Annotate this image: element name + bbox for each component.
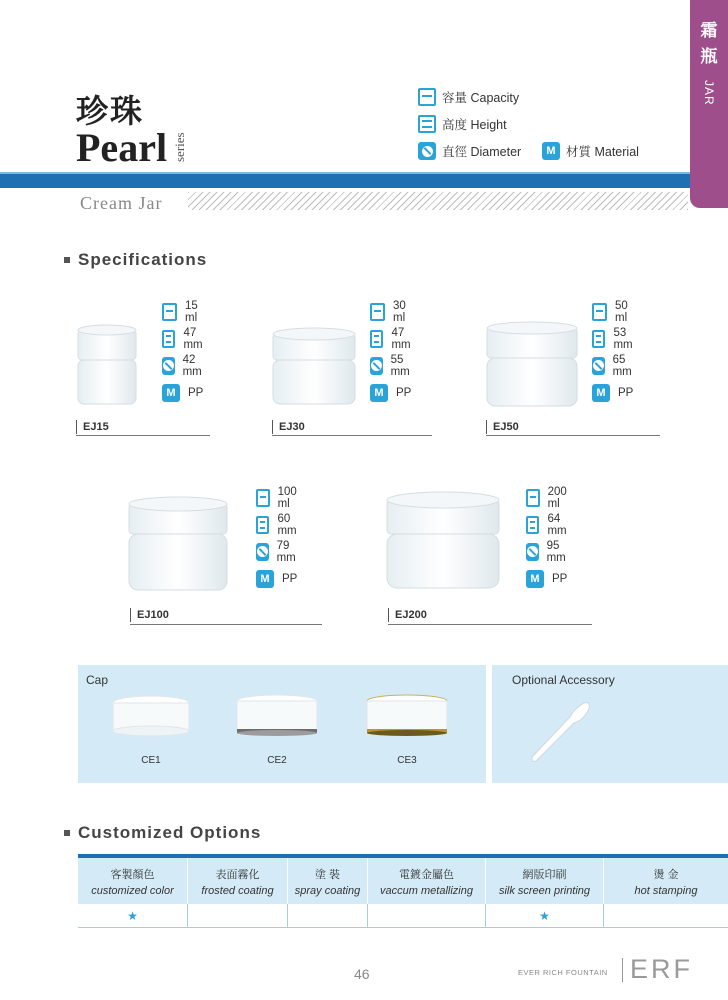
option-availability xyxy=(188,904,288,927)
cap-ce3 xyxy=(364,693,450,773)
jar-ej30-image xyxy=(270,326,358,410)
product-underline xyxy=(486,435,660,436)
header-band xyxy=(0,174,690,188)
cap-ce1 xyxy=(110,693,192,773)
diameter-icon xyxy=(370,357,383,375)
page-number: 46 xyxy=(354,966,370,982)
capacity-value: 30 ml xyxy=(393,299,406,324)
capacity-value: 50 ml xyxy=(615,299,628,324)
option-cjk: 網版印刷 xyxy=(522,868,567,881)
capacity-icon xyxy=(370,303,385,321)
product-underline xyxy=(388,624,592,625)
product-underline xyxy=(130,624,322,625)
capacity-value: 15 ml xyxy=(185,299,198,324)
category-tab-latin: JAR xyxy=(702,80,716,106)
option-en: spray coating xyxy=(294,884,361,897)
material-icon: M xyxy=(542,142,560,160)
diameter-value: 95 mm xyxy=(546,539,566,564)
series-label: series xyxy=(172,132,187,162)
option-availability xyxy=(604,904,728,927)
height-value: 47 mm xyxy=(183,326,203,351)
brand-name: EVER RICH FOUNTAIN xyxy=(518,968,608,977)
category-tab-cjk-2: 瓶 xyxy=(700,47,718,67)
bullet-square-icon xyxy=(64,830,70,836)
material-value: PP xyxy=(618,386,634,399)
capacity-icon xyxy=(256,489,270,507)
product-code: EJ15 xyxy=(76,420,109,434)
height-icon xyxy=(592,330,605,348)
category-tab xyxy=(690,0,728,208)
jar-ej200-image xyxy=(384,490,502,594)
customized-title: Customized Options xyxy=(78,823,262,842)
material-icon: M xyxy=(370,384,388,402)
hatch-divider xyxy=(188,192,688,210)
option-availability: ★ xyxy=(78,904,188,927)
material-icon: M xyxy=(592,384,610,402)
cap-ce3-label: CE3 xyxy=(397,755,417,766)
capacity-icon xyxy=(592,303,607,321)
material-icon: M xyxy=(256,570,274,588)
diameter-value: 42 mm xyxy=(182,353,202,378)
diameter-value: 79 mm xyxy=(276,539,296,564)
accessory-panel xyxy=(492,665,728,783)
jar-ej50-image xyxy=(484,320,580,412)
option-cjk: 燙 金 xyxy=(653,868,679,881)
height-value: 47 mm xyxy=(391,326,411,351)
option-header xyxy=(188,858,288,904)
diameter-icon xyxy=(162,357,175,375)
spatula-image xyxy=(526,695,596,765)
customized-heading xyxy=(64,823,261,843)
legend-material xyxy=(542,142,639,160)
capacity-value: 200 ml xyxy=(547,485,567,510)
product-code: EJ200 xyxy=(388,608,427,622)
material-icon: M xyxy=(526,570,544,588)
diameter-value: 65 mm xyxy=(612,353,632,378)
height-icon xyxy=(418,115,436,133)
option-en: customized color xyxy=(91,884,174,897)
option-header xyxy=(288,858,368,904)
option-header xyxy=(368,858,486,904)
cap-ce2 xyxy=(234,693,320,773)
option-en: silk screen printing xyxy=(498,884,591,897)
material-icon: M xyxy=(162,384,180,402)
title-cjk: 珍珠 xyxy=(76,92,145,130)
height-icon xyxy=(526,516,539,534)
material-value: PP xyxy=(282,572,298,585)
option-cjk: 表面霧化 xyxy=(215,868,260,881)
brand-logo: ERF xyxy=(630,954,693,984)
legend-diameter-label: 直徑 Diameter xyxy=(442,145,522,159)
material-value: PP xyxy=(396,386,412,399)
cap-panel xyxy=(78,665,486,783)
height-value: 60 mm xyxy=(277,512,297,537)
brand-divider xyxy=(622,958,623,982)
title-en: Pearl xyxy=(76,125,168,170)
specifications-heading xyxy=(64,250,207,270)
material-value: PP xyxy=(552,572,568,585)
height-icon xyxy=(370,330,383,348)
product-code: EJ30 xyxy=(272,420,305,434)
option-availability xyxy=(288,904,368,927)
option-header xyxy=(486,858,604,904)
jar-ej100-image xyxy=(126,496,230,596)
product-underline xyxy=(272,435,432,436)
product-code: EJ50 xyxy=(486,420,519,434)
legend-diameter xyxy=(418,142,521,160)
option-cjk: 電鍍金屬色 xyxy=(399,868,454,881)
height-icon xyxy=(256,516,269,534)
specifications-title: Specifications xyxy=(78,250,208,269)
cap-ce2-image xyxy=(234,693,320,743)
height-value: 53 mm xyxy=(613,326,633,351)
cap-ce2-label: CE2 xyxy=(267,755,287,766)
options-header-row xyxy=(78,858,728,904)
product-code: EJ100 xyxy=(130,608,169,622)
option-cjk: 客製顏色 xyxy=(110,868,155,881)
product-underline xyxy=(76,435,210,436)
capacity-value: 100 ml xyxy=(277,485,297,510)
legend-height xyxy=(418,115,507,133)
cap-panel-label: Cap xyxy=(86,673,109,687)
legend-capacity xyxy=(418,88,519,106)
jar-ej15-image xyxy=(74,322,140,412)
legend-height-label: 高度 Height xyxy=(442,118,507,132)
cap-ce3-image xyxy=(364,693,450,743)
option-en: frosted coating xyxy=(201,884,274,897)
diameter-icon xyxy=(592,357,605,375)
options-table xyxy=(78,854,728,928)
height-value: 64 mm xyxy=(547,512,567,537)
material-value: PP xyxy=(188,386,204,399)
capacity-icon xyxy=(162,303,177,321)
bullet-square-icon xyxy=(64,257,70,263)
option-en: vaccum metallizing xyxy=(380,884,473,897)
diameter-icon xyxy=(418,142,436,160)
legend-material-label: 材質 Material xyxy=(566,145,639,159)
diameter-icon xyxy=(526,543,539,561)
option-cjk: 塗 裝 xyxy=(314,868,341,881)
capacity-icon xyxy=(526,489,540,507)
legend-capacity-label: 容量 Capacity xyxy=(442,91,520,105)
product-subtitle: Cream Jar xyxy=(80,193,163,213)
diameter-icon xyxy=(256,543,269,561)
category-tab-cjk-1: 霜 xyxy=(700,21,718,41)
option-en: hot stamping xyxy=(634,884,698,897)
height-icon xyxy=(162,330,175,348)
cap-ce1-label: CE1 xyxy=(141,755,161,766)
option-header xyxy=(604,858,728,904)
options-availability-row xyxy=(78,904,728,928)
accessory-panel-label: Optional Accessory xyxy=(512,673,615,687)
option-availability xyxy=(368,904,486,927)
option-header xyxy=(78,858,188,904)
capacity-icon xyxy=(418,88,436,106)
cap-ce1-image xyxy=(110,693,192,743)
option-availability: ★ xyxy=(486,904,604,927)
diameter-value: 55 mm xyxy=(390,353,410,378)
